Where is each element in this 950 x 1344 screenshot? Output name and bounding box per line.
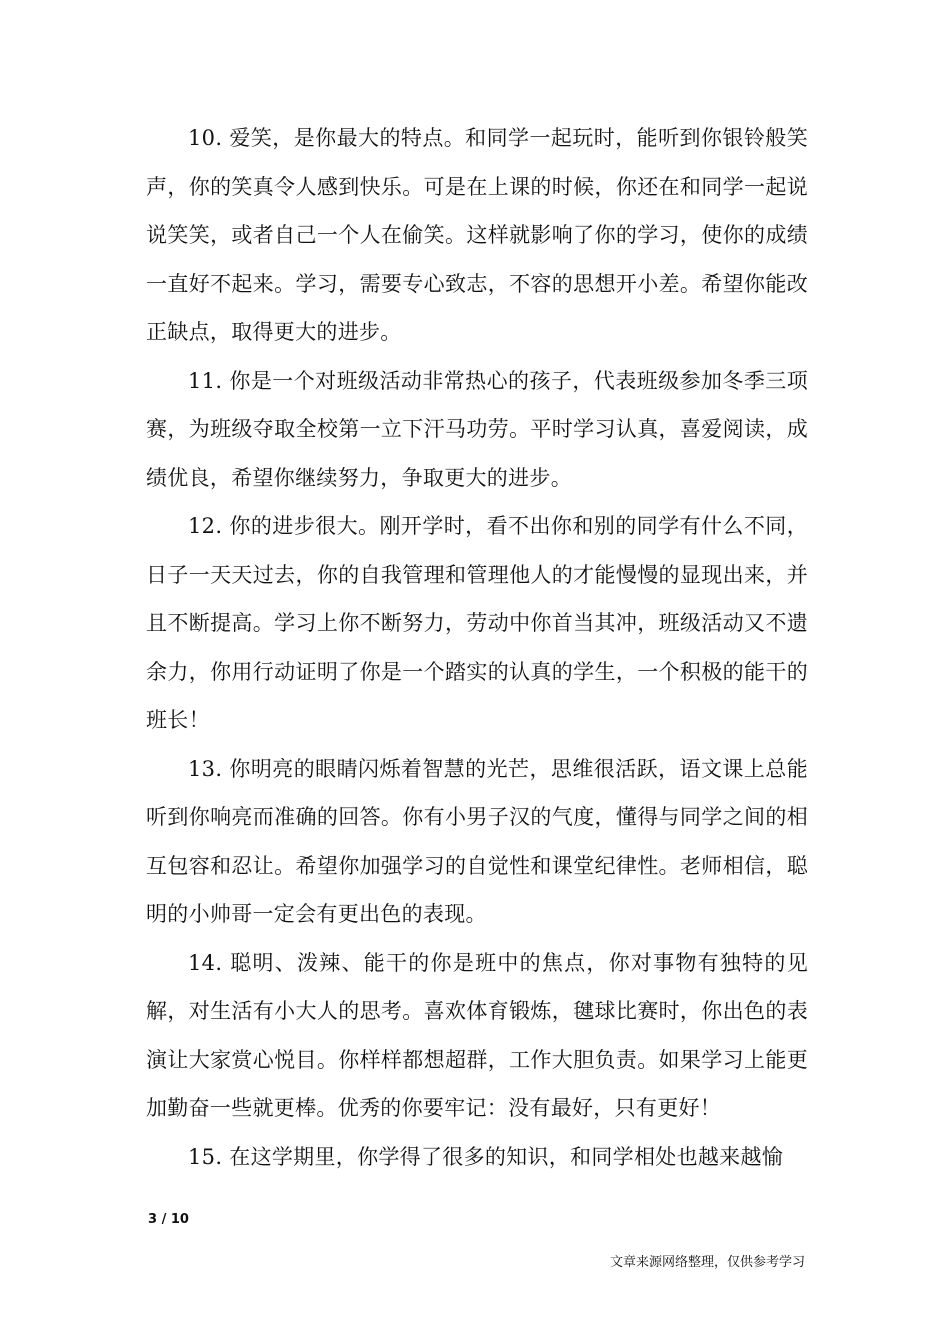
paragraph-13: 13. 你明亮的眼睛闪烁着智慧的光芒，思维很活跃，语文课上总能听到你响亮而准确的回答。你有小男子汉的气度，懂得与同学之间的相互包容和忍让。希望你加强学习的自觉性和课堂纪律性。老师相信，聪明的小帅哥一定会有更出色的表现。 [146, 756, 808, 926]
paragraph-10: 10. 爱笑，是你最大的特点。和同学一起玩时，能听到你银铃般笑声，你的笑真令人感到快乐。可是在上课的时候，你还在和同学一起说说笑笑，或者自己一个人在偷笑。这样就影响了你的学习，使你的成绩一直好不起来。学习，需要专心致志，不容的思想开小差。希望你能改正缺点，取得更大的进步。 [146, 126, 808, 344]
paragraph-11: 11. 你是一个对班级活动非常热心的孩子，代表班级参加冬季三项赛，为班级夺取全校第一立下汗马功劳。平时学习认真，喜爱阅读，成绩优良，希望你继续努力，争取更大的进步。 [146, 368, 808, 490]
paragraph-15: 15. 在这学期里，你学得了很多的知识，和同学相处也越来越愉 [188, 1144, 784, 1169]
footer-note: 文章来源网络整理，仅供参考学习 [609, 1255, 805, 1270]
paragraph-12: 12. 你的进步很大。刚开学时，看不出你和别的同学有什么不同，日子一天天过去，你的自我管理和管理他人的才能慢慢的显现出来，并且不断提高。学习上你不断努力，劳动中你首当其冲，班级活动又不遗余力，你用行动证明了你是一个踏实的认真的学生，一个积极的能干的班长！ [146, 514, 808, 732]
paragraph-14: 14. 聪明、泼辣、能干的你是班中的焦点，你对事物有独特的见解，对生活有小大人的思考。喜欢体育锻炼，毽球比赛时，你出色的表演让大家赏心悦目。你样样都想超群，工作大胆负责。如果学习上能更加勤奋一些就更棒。优秀的你要牢记：没有最好，只有更好！ [146, 950, 808, 1120]
page-number: 3 / 10 [148, 1212, 189, 1227]
document-body [146, 114, 808, 1181]
